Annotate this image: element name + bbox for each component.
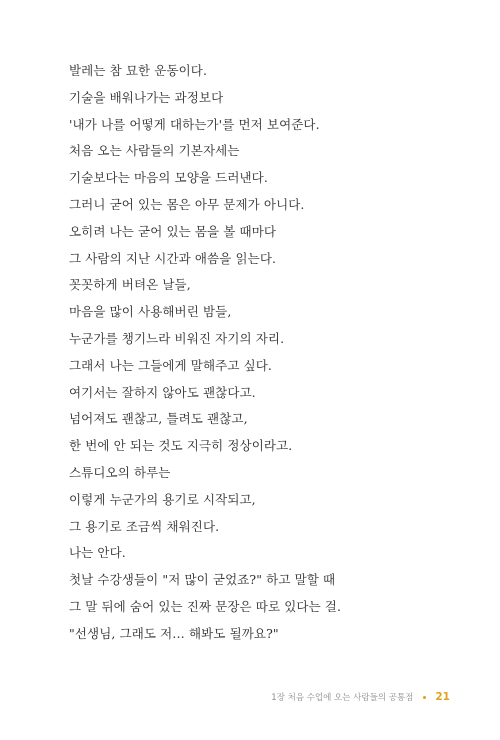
body-line: 넘어져도 괜찮고, 틀려도 괜찮고, <box>69 411 248 427</box>
body-line: 첫날 수강생들이 "저 많이 굳었죠?" 하고 말할 때 <box>69 572 336 588</box>
body-line: 그 용기로 조금씩 채워진다. <box>69 518 220 534</box>
body-line: 한 번에 안 되는 것도 지극히 정상이라고. <box>69 438 293 454</box>
body-line: 기술을 배워나가는 과정보다 <box>69 89 224 105</box>
body-line: 발레는 참 묘한 운동이다. <box>69 63 208 78</box>
body-line: 기술보다는 마음의 모양을 드러낸다. <box>69 170 268 186</box>
footer-dot-separator <box>423 696 426 699</box>
body-line: 마음을 많이 사용해버린 밤들, <box>69 304 232 320</box>
body-line: 누군가를 챙기느라 비워진 자기의 자리. <box>69 330 285 346</box>
body-line: 스튜디오의 하루는 <box>69 464 171 480</box>
body-line: 그러니 굳어 있는 몸은 아무 문제가 아니다. <box>69 196 305 212</box>
body-line: 그 말 뒤에 숨어 있는 진짜 문장은 따로 있다는 걸. <box>69 598 342 614</box>
body-line: '내가 나를 어떻게 대하는가'를 먼저 보여준다. <box>69 116 320 132</box>
running-footer <box>0 688 450 706</box>
body-line: 나는 안다. <box>69 545 126 561</box>
body-line: 오히려 나는 굳어 있는 몸을 볼 때마다 <box>69 223 277 239</box>
body-line: 여기서는 잘하지 않아도 괜찮다고. <box>69 384 256 400</box>
body-line: 그래서 나는 그들에게 말해주고 싶다. <box>69 357 272 373</box>
body-line: 그 사람의 지난 시간과 애씀을 읽는다. <box>69 250 277 266</box>
body-line: 꼿꼿하게 버텨온 날들, <box>69 277 191 293</box>
body-line: 처음 오는 사람들의 기본자세는 <box>69 143 240 159</box>
page-number: 21 <box>435 691 450 703</box>
body-text <box>69 61 449 651</box>
body-line: "선생님, 그래도 저… 해봐도 될까요?" <box>69 625 279 641</box>
body-line: 이렇게 누군가의 용기로 시작되고, <box>69 491 256 507</box>
chapter-title: 1장 처음 수업에 오는 사람들의 공통점 <box>271 693 414 703</box>
